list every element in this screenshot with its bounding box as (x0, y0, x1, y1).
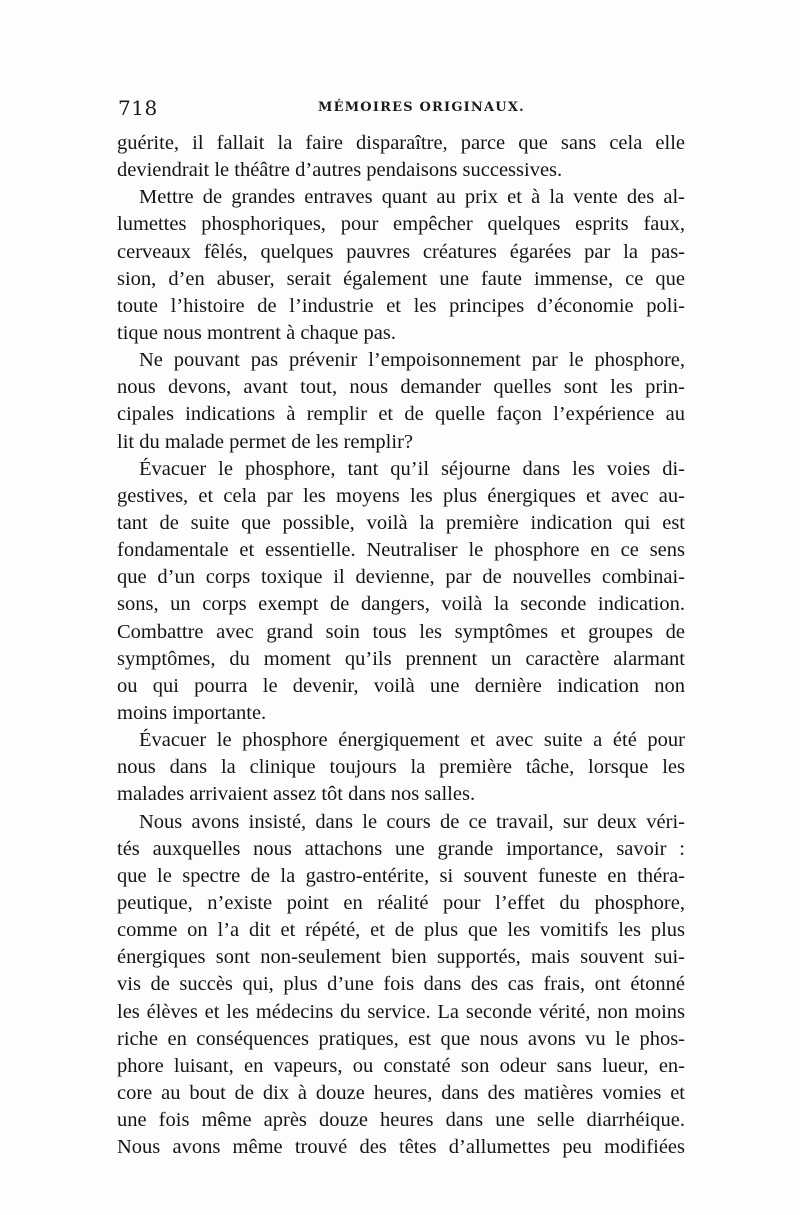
running-head (118, 96, 684, 126)
text-line: que d’un corps toxique il devienne, par de nouvelles combinai- (117, 566, 685, 589)
text-line: deviendrait le théâtre d’autres pendaisons successives. (117, 159, 563, 182)
text-line: Combattre avec grand soin tous les symptômes et groupes de (117, 620, 685, 643)
text-line: les élèves et les médecins du service. La seconde vérité, non moins (117, 1000, 685, 1023)
text-line: symptômes, du moment qu’ils prennent un caractère alarmant (117, 647, 685, 670)
text-line: Ne pouvant pas prévenir l’empoisonnement par le phosphore, (139, 349, 685, 372)
text-line: ou qui pourra le devenir, voilà une dernière indication non (117, 674, 685, 697)
text-line: core au bout de dix à douze heures, dans des matières vomies et (117, 1081, 685, 1104)
text-line: que le spectre de la gastro-entérite, si souvent funeste en théra- (117, 864, 685, 887)
text-line: toute l’histoire de l’industrie et les principes d’économie poli- (117, 294, 685, 317)
text-line: cerveaux fêlés, quelques pauvres créatures égarées par la pas- (117, 240, 685, 263)
text-line: énergiques sont non-seulement bien supportés, mais souvent sui- (117, 946, 685, 969)
text-line: tique nous montrent à chaque pas. (117, 321, 396, 344)
text-line: Évacuer le phosphore énergiquement et avec suite a été pour (139, 729, 685, 752)
text-line: Nous avons insisté, dans le cours de ce travail, sur deux véri- (139, 810, 685, 833)
text-line: gestives, et cela par les moyens les plus énergiques et avec au- (117, 484, 685, 507)
text-line: riche en conséquences pratiques, est que nous avons vu le phos- (117, 1027, 685, 1050)
text-line: malades arrivaient assez tôt dans nos salles. (117, 783, 476, 806)
running-title: MÉMOIRES ORIGINAUX. (318, 100, 525, 115)
text-line: Mettre de grandes entraves quant au prix et à la vente des al- (139, 186, 685, 209)
text-line: nous dans la clinique toujours la première tâche, lorsque les (117, 756, 685, 779)
text-line: lit du malade permet de les remplir? (117, 430, 413, 453)
page-number: 718 (118, 96, 158, 120)
text-line: comme on l’a dit et répété, et de plus que les vomitifs les plus (117, 919, 685, 942)
text-line: phore luisant, en vapeurs, ou constaté son odeur sans lueur, en- (117, 1054, 685, 1077)
text-line: une fois même après douze heures dans une selle diarrhéique. (117, 1109, 685, 1132)
text-line: fondamentale et essentielle. Neutraliser le phosphore en ce sens (117, 539, 685, 562)
text-line: vis de succès qui, plus d’une fois dans des cas frais, ont étonné (117, 973, 685, 996)
text-line: guérite, il fallait la faire disparaître, parce que sans cela elle (117, 132, 685, 154)
text-line: peutique, n’existe point en réalité pour l’effet du phosphore, (117, 891, 685, 914)
text-line: moins importante. (117, 701, 267, 724)
text-line: sons, un corps exempt de dangers, voilà la seconde indication. (117, 593, 685, 616)
text-line: nous devons, avant tout, nous demander quelles sont les prin- (117, 376, 685, 399)
text-line: cipales indications à remplir et de quelle façon l’expérience au (117, 403, 685, 426)
text-line: tés auxquelles nous attachons une grande importance, savoir : (117, 837, 685, 860)
text-line: sion, d’en abuser, serait également une faute immense, ce que (117, 267, 685, 290)
text-line: lumettes phosphoriques, pour empêcher quelques esprits faux, (117, 213, 685, 236)
text-line: Nous avons même trouvé des têtes d’allumettes peu modifiées (117, 1136, 685, 1159)
body-text (117, 130, 685, 1161)
text-line: Évacuer le phosphore, tant qu’il séjourne dans les voies di- (139, 457, 685, 480)
text-line: tant de suite que possible, voilà la première indication qui est (117, 511, 685, 534)
